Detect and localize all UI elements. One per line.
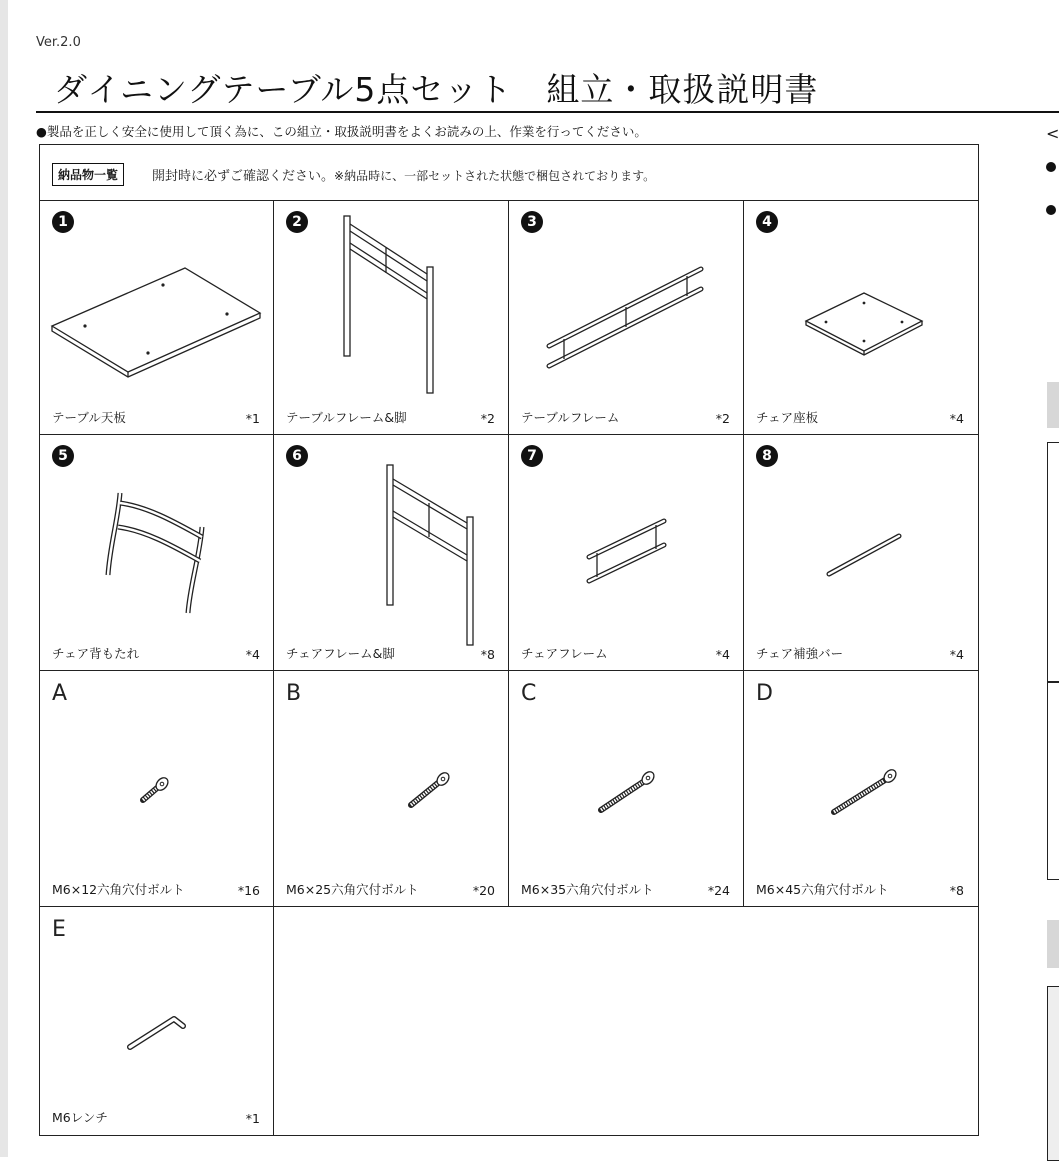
part-quantity: *24	[707, 883, 730, 898]
part-number-badge: 4	[756, 211, 778, 233]
part-letter: B	[286, 681, 302, 706]
part-cell-6	[274, 435, 509, 671]
bolt-icon	[744, 671, 978, 907]
part-name: M6×25六角穴付ボルト	[286, 882, 419, 897]
part-cell-4	[744, 201, 978, 435]
part-number-badge: 1	[52, 211, 74, 233]
grid-line	[743, 201, 744, 907]
chair-back-icon	[40, 435, 274, 671]
table-frame-leg-icon	[274, 201, 509, 435]
part-number-badge: 2	[286, 211, 308, 233]
parts-list-table	[39, 144, 979, 1136]
title-divider	[36, 111, 1059, 113]
outlined-box	[1047, 986, 1059, 1161]
part-quantity: *4	[949, 647, 964, 662]
part-quantity: *2	[480, 411, 495, 426]
grid-line	[40, 670, 978, 671]
parts-list-header	[40, 145, 978, 201]
next-column-edge	[1042, 120, 1059, 1157]
part-number-badge: 7	[521, 445, 543, 467]
chair-bar-icon	[744, 435, 978, 671]
page-title: ダイニングテーブル5点セット 組立・取扱説明書	[54, 70, 819, 109]
chair-frame-leg-icon	[274, 435, 509, 671]
outlined-box	[1047, 682, 1059, 880]
part-quantity: *8	[949, 883, 964, 898]
grid-line	[40, 906, 978, 907]
hex-wrench-icon	[40, 907, 274, 1135]
bolt-icon	[40, 671, 274, 907]
part-number-badge: 8	[756, 445, 778, 467]
part-name: M6×35六角穴付ボルト	[521, 882, 654, 897]
part-name: M6×45六角穴付ボルト	[756, 882, 889, 897]
part-cell-2	[274, 201, 509, 435]
part-cell-D	[744, 671, 978, 907]
part-name: テーブルフレーム&脚	[286, 410, 407, 425]
part-letter: D	[756, 681, 773, 706]
grid-line	[273, 201, 274, 1135]
part-quantity: *4	[245, 647, 260, 662]
part-number-badge: 3	[521, 211, 543, 233]
part-name: チェア補強バー	[756, 646, 844, 661]
bullet-icon	[1046, 162, 1056, 172]
part-quantity: *4	[949, 411, 964, 426]
part-name: チェアフレーム	[521, 646, 608, 661]
bullet-icon	[1046, 205, 1056, 215]
part-quantity: *4	[715, 647, 730, 662]
part-cell-B	[274, 671, 509, 907]
grid-line	[508, 201, 509, 907]
gray-box	[1047, 382, 1059, 428]
part-quantity: *16	[237, 883, 260, 898]
outlined-box	[1047, 442, 1059, 682]
part-quantity: *1	[245, 1111, 260, 1126]
part-name: チェアフレーム&脚	[286, 646, 395, 661]
chair-seat-icon	[744, 201, 978, 435]
chair-frame-icon	[509, 435, 744, 671]
parts-list-badge: 納品物一覧	[52, 163, 124, 186]
table-top-icon	[40, 201, 274, 435]
part-name: テーブルフレーム	[521, 410, 620, 425]
part-cell-1	[40, 201, 274, 435]
part-quantity: *2	[715, 411, 730, 426]
version-label: Ver.2.0	[36, 35, 81, 50]
part-name: M6レンチ	[52, 1110, 108, 1125]
part-cell-5	[40, 435, 274, 671]
part-cell-C	[509, 671, 744, 907]
left-margin-strip	[0, 0, 8, 1157]
part-letter: A	[52, 681, 68, 706]
part-cell-8	[744, 435, 978, 671]
bolt-icon	[274, 671, 509, 907]
parts-list-instruction	[152, 165, 655, 184]
part-name: チェア背もたれ	[52, 646, 140, 661]
part-quantity: *20	[472, 883, 495, 898]
confirm-subnote: ※納品時に、一部セットされた状態で梱包されております。	[334, 169, 656, 183]
grid-line	[40, 434, 978, 435]
bolt-icon	[509, 671, 744, 907]
part-letter: C	[521, 681, 537, 706]
part-cell-3	[509, 201, 744, 435]
part-cell-7	[509, 435, 744, 671]
part-name: チェア座板	[756, 410, 819, 425]
part-number-badge: 5	[52, 445, 74, 467]
table-frame-icon	[509, 201, 744, 435]
part-number-badge: 6	[286, 445, 308, 467]
intro-note: ●製品を正しく安全に使用して頂く為に、この組立・取扱説明書をよくお読みの上、作業を行ってください。	[36, 124, 647, 139]
section-bracket: <	[1046, 124, 1059, 143]
part-name: テーブル天板	[52, 410, 126, 425]
gray-box	[1047, 920, 1059, 968]
part-quantity: *1	[245, 411, 260, 426]
confirm-text: 開封時に必ずご確認ください。	[152, 169, 335, 184]
part-cell-A	[40, 671, 274, 907]
part-quantity: *8	[480, 647, 495, 662]
part-cell-E	[40, 907, 274, 1135]
part-name: M6×12六角穴付ボルト	[52, 882, 185, 897]
part-letter: E	[52, 917, 66, 942]
